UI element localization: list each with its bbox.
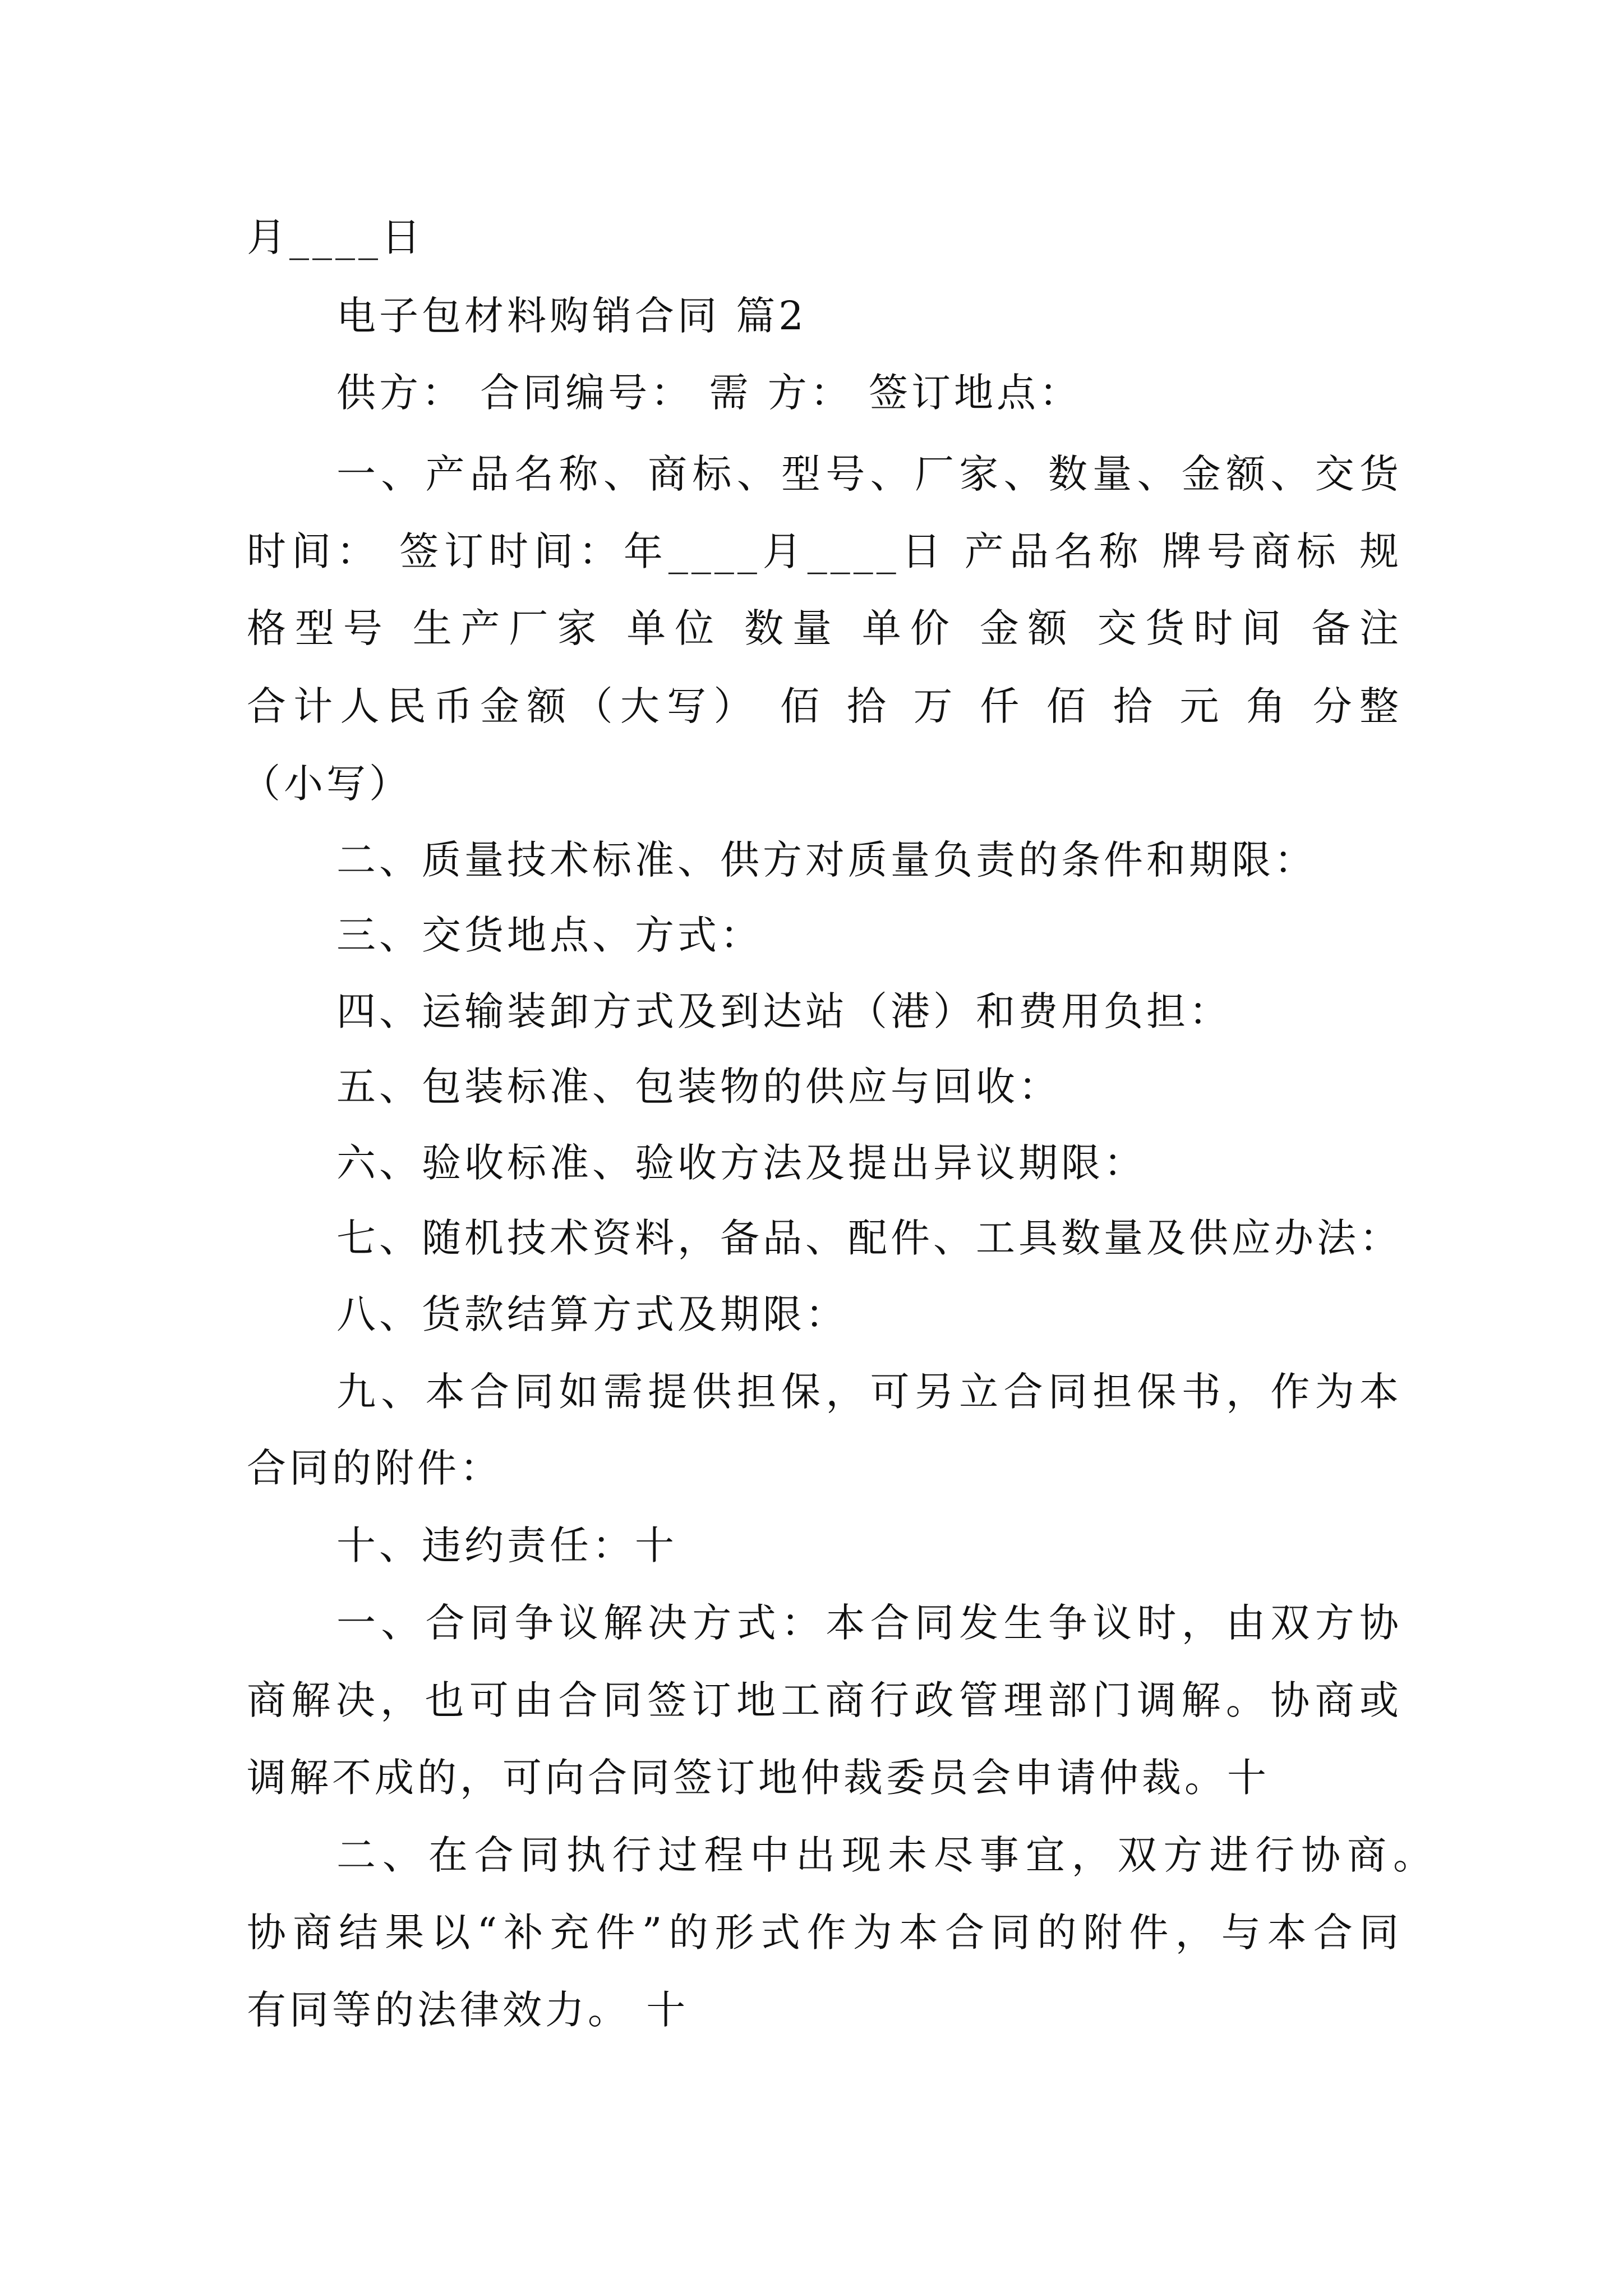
clause-12-line-1: 二、在合同执行过程中出现未尽事宜，双方进行协商。 <box>336 1832 1436 1878</box>
clause-11-line-1: 一、合同争议解决方式：本合同发生争议时，由双方协 <box>336 1600 1402 1646</box>
clause-1-line-1: 一、产品名称、商标、型号、厂家、数量、金额、交货 <box>336 451 1402 497</box>
clause-1-line-3: 格型号 生产厂家 单位 数量 单价 金额 交货时间 备注 <box>247 605 1402 651</box>
clause-12-line-2: 协商结果以“补充件”的形式作为本合同的附件，与本合同 <box>247 1910 1402 1955</box>
clause-1-line-4: 合计人民币金额（大写） 佰 拾 万 仟 佰 拾 元 角 分整 <box>247 683 1402 729</box>
text-line-date: 月____日 <box>247 214 424 260</box>
clause-1-line-2: 时间： 签订时间：年____月____日 产品名称 牌号商标 规 <box>247 528 1402 574</box>
clause-2: 二、质量技术标准、供方对质量负责的条件和期限： <box>336 837 1317 883</box>
clause-4: 四、运输装卸方式及到达站（港）和费用负担： <box>336 988 1232 1034</box>
parties-line: 供方： 合同编号： 需 方： 签订地点： <box>336 370 1082 416</box>
clause-8: 八、货款结算方式及期限： <box>336 1291 848 1337</box>
clause-9-line-2: 合同的附件： <box>247 1445 502 1491</box>
clause-10: 十、违约责任：十 <box>336 1522 677 1568</box>
clause-7: 七、随机技术资料，备品、配件、工具数量及供应办法： <box>336 1215 1402 1261</box>
clause-6: 六、验收标准、验收方法及提出异议期限： <box>336 1140 1146 1186</box>
clause-11-line-3: 调解不成的，可向合同签订地仲裁委员会申请仲裁。十 <box>247 1755 1270 1801</box>
clause-11-line-2: 商解决，也可由合同签订地工商行政管理部门调解。协商或 <box>247 1677 1402 1723</box>
contract-title: 电子包材料购销合同 篇2 <box>336 293 807 339</box>
clause-12-line-3: 有同等的法律效力。 十 <box>247 1987 689 2033</box>
clause-1-line-5: （小写） <box>241 761 412 807</box>
clause-9-line-1: 九、本合同如需提供担保，可另立合同担保书，作为本 <box>336 1369 1402 1415</box>
clause-5: 五、包装标准、包装物的供应与回收： <box>336 1064 1061 1110</box>
clause-3: 三、交货地点、方式： <box>336 912 763 958</box>
